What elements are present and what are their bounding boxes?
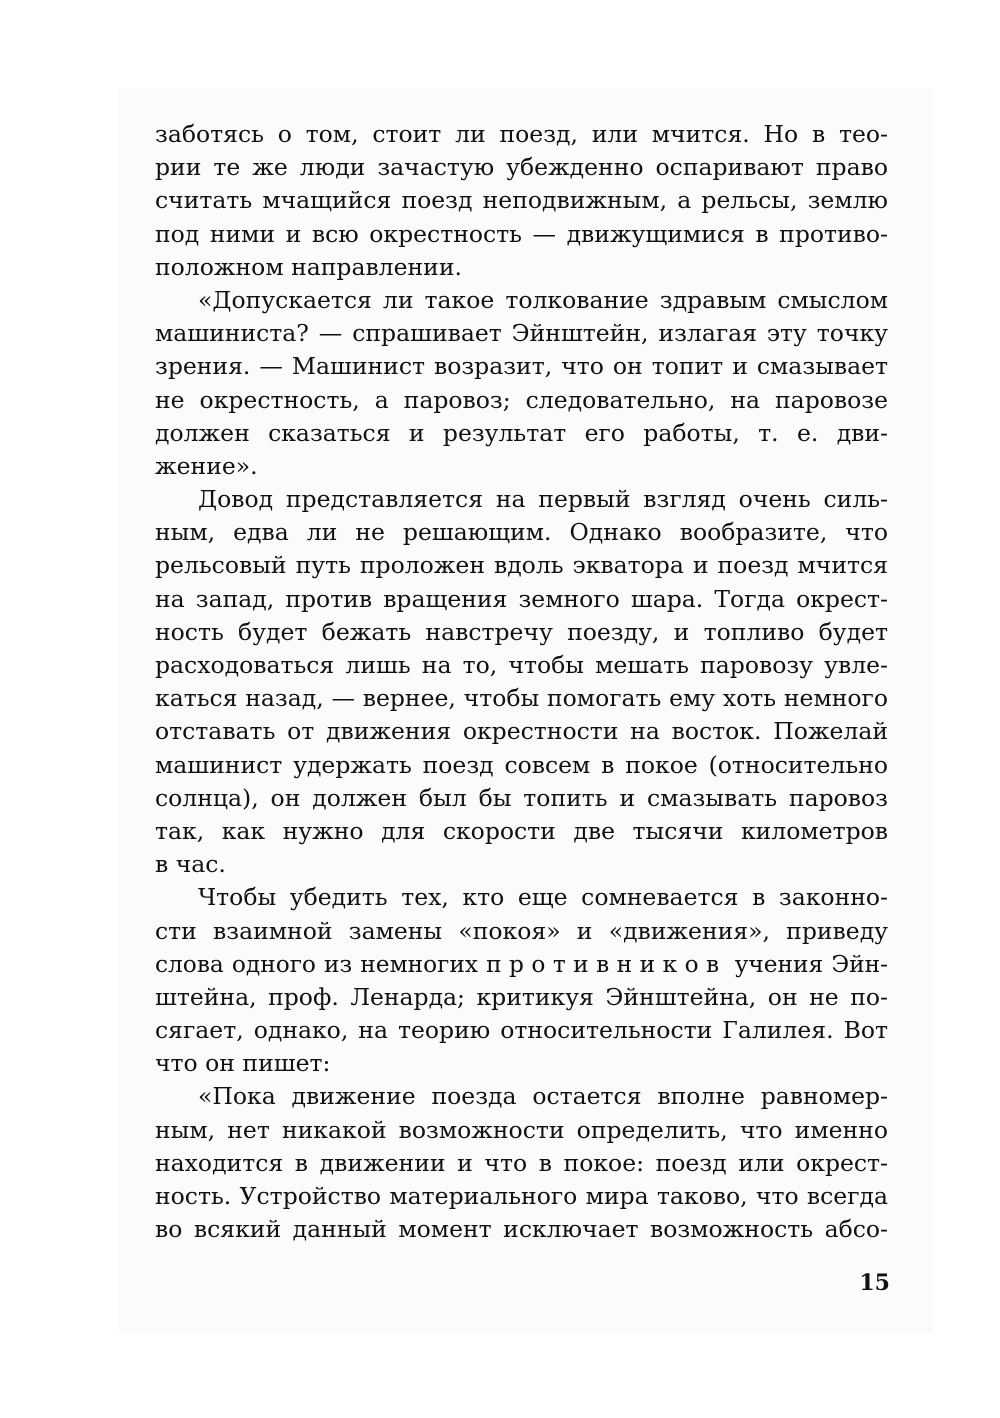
text-line: сягает, однако, на теорию относительности Галилея. Вот — [155, 1016, 888, 1045]
text-line: расходоваться лишь на то, чтобы мешать паровозу увле- — [155, 651, 888, 679]
body-text — [155, 118, 888, 1246]
page-number: 15 — [859, 1270, 890, 1296]
text-line: «Допускается ли такое толкование здравым смыслом — [198, 285, 888, 314]
text-line: солнца), он должен был бы топить и смазывать паровоз — [155, 783, 888, 812]
text-line: каться назад, — вернее, чтобы помогать ему хоть немного — [155, 684, 888, 713]
spaced-emphasis-word: противников — [486, 950, 727, 978]
text-line: заботясь о том, стоит ли поезд, или мчится. Но в тео- — [155, 120, 888, 148]
text-line: под ними и всю окрестность — движущимися в противо- — [155, 219, 888, 248]
text-line: должен сказаться и результат его работы, т. е. дви- — [155, 418, 888, 447]
text-line: штейна, проф. Ленарда; критикуя Эйнштейна, он не по- — [155, 982, 888, 1011]
text-line: Чтобы убедить тех, кто еще сомневается в законно- — [198, 883, 888, 912]
text-line: считать мчащийся поезд неподвижным, а рельсы, землю — [155, 186, 888, 215]
text-line: «Пока движение поезда остается вполне равномер- — [198, 1082, 888, 1111]
text-line: Довод представляется на первый взгляд очень силь- — [198, 485, 888, 514]
text-line: что он пишет: — [155, 1049, 331, 1078]
text-line: в час. — [155, 850, 226, 879]
text-line: во всякий данный момент исключает возможность абсо- — [155, 1215, 888, 1244]
text-line: рельсовый путь проложен вдоль экватора и поезд мчится — [155, 551, 888, 580]
text-line: рии те же люди зачастую убежденно оспаривают право — [155, 153, 888, 182]
text-fragment: учения Эйн- — [726, 950, 888, 978]
text-line: зрения. — Машинист возразит, что он топит и смазывает — [155, 352, 888, 381]
text-line: жение». — [155, 451, 258, 480]
text-line-with-emphasis — [155, 948, 888, 981]
paragraph-2 — [155, 284, 888, 483]
text-line: не окрестность, а паровоз; следовательно, на паровозе — [155, 385, 888, 414]
text-line: положном направлении. — [155, 252, 462, 281]
text-line: ность будет бежать навстречу поезду, и топливо будет — [155, 617, 888, 646]
paragraph-3 — [155, 483, 888, 881]
paragraph-4 — [155, 881, 888, 1080]
text-line: на запад, против вращения земного шара. Тогда окрест- — [155, 584, 888, 613]
text-line: машинист удержать поезд совсем в покое (относительно — [155, 750, 888, 779]
text-line: ность. Устройство материального мира таково, что всегда — [155, 1182, 888, 1210]
text-line: ным, едва ли не решающим. Однако вообразите, что — [155, 518, 888, 547]
text-line: машиниста? — спрашивает Эйнштейн, излагая эту точку — [155, 319, 888, 348]
text-fragment: слова одного из немногих — [155, 950, 487, 978]
paragraph-1 — [155, 118, 888, 284]
text-line: ным, нет никакой возможности определить, что именно — [155, 1115, 888, 1144]
paragraph-5 — [155, 1080, 888, 1246]
text-line: так, как нужно для скорости две тысячи километров — [155, 816, 888, 845]
text-line: сти взаимной замены «покоя» и «движения», приведу — [155, 916, 888, 945]
text-line: находится в движении и что в покое: поезд или окрест- — [155, 1148, 888, 1177]
text-line: отставать от движения окрестности на восток. Пожелай — [155, 717, 888, 746]
